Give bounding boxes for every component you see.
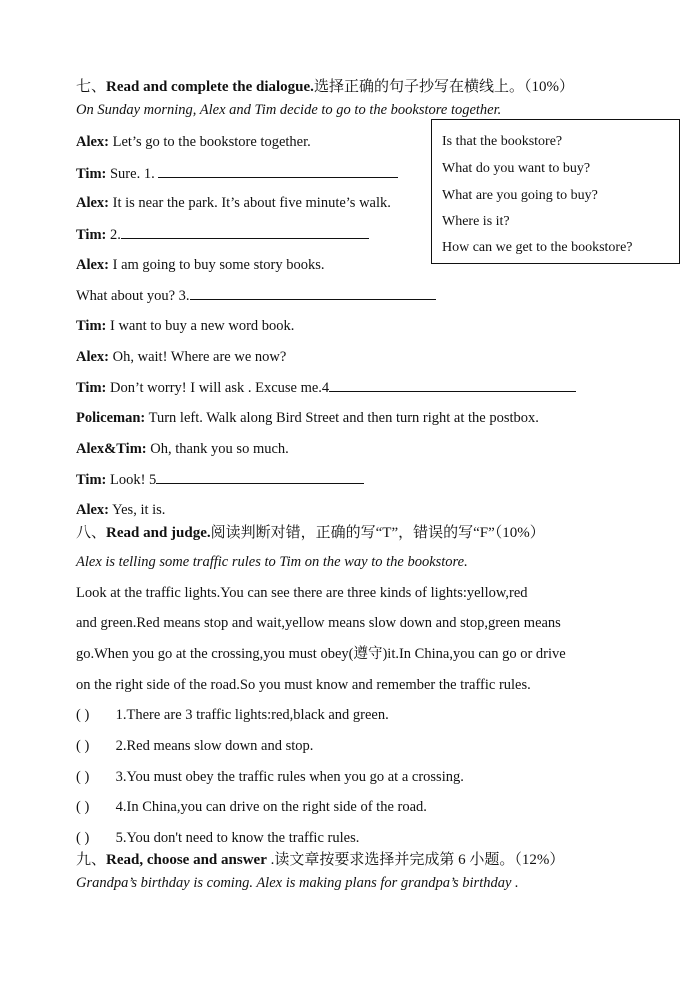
dialogue-line bbox=[76, 469, 364, 490]
answer-blank-2[interactable] bbox=[121, 224, 369, 239]
utterance: Let’s go to the bookstore together. bbox=[109, 134, 311, 150]
judge-statement: 3.You must obey the traffic rules when you go at a crossing. bbox=[112, 769, 464, 785]
section-7-score: （10%） bbox=[523, 79, 574, 95]
speaker: Alex: bbox=[76, 257, 110, 273]
utterance: Sure. 1. bbox=[106, 166, 155, 182]
answer-parentheses[interactable]: ( ) bbox=[76, 799, 90, 815]
utterance: What about you? 3. bbox=[76, 288, 190, 304]
utterance: Oh, wait! Where are we now? bbox=[109, 349, 287, 365]
utterance: It is near the park. It’s about five minute’s walk. bbox=[109, 195, 391, 211]
utterance: Yes, it is. bbox=[109, 502, 166, 518]
answer-parentheses[interactable]: ( ) bbox=[76, 769, 90, 785]
section-9-score: （12%） bbox=[514, 852, 565, 868]
speaker: Alex: bbox=[76, 195, 110, 211]
section-8-title bbox=[76, 523, 545, 543]
judge-statement: 2.Red means slow down and stop. bbox=[112, 738, 314, 754]
section-9-title-en: Read, choose and answer bbox=[106, 852, 267, 868]
speaker: Alex&Tim: bbox=[76, 441, 147, 457]
passage-line: Look at the traffic lights.You can see there are three kinds of lights:yellow,red bbox=[76, 585, 528, 601]
judge-statement: 4.In China,you can drive on the right side of the road. bbox=[112, 799, 427, 815]
judge-item bbox=[76, 705, 389, 725]
dialogue-line bbox=[76, 255, 325, 275]
option-1: Is that the bookstore? bbox=[442, 134, 563, 149]
dialogue-line bbox=[76, 408, 539, 428]
utterance: I am going to buy some story books. bbox=[109, 257, 325, 273]
section-9-title-cn: .读文章按要求选择并完成第 6 小题。 bbox=[266, 852, 515, 868]
judge-item bbox=[76, 797, 427, 817]
speaker: Tim: bbox=[76, 318, 107, 334]
passage-line: go.When you go at the crossing,you must obey(遵守)it.In China,you can go or drive bbox=[76, 646, 566, 662]
answer-blank-4[interactable] bbox=[329, 377, 576, 392]
utterance: Oh, thank you so much. bbox=[146, 441, 289, 457]
section-7-title bbox=[76, 77, 574, 97]
dialogue-line bbox=[76, 347, 286, 367]
section-8-title-en: Read and judge. bbox=[106, 525, 211, 541]
judge-item bbox=[76, 767, 464, 787]
passage-line: and green.Red means stop and wait,yellow means slow down and stop,green means bbox=[76, 615, 561, 631]
answer-blank-1[interactable] bbox=[158, 163, 398, 178]
dialogue-line bbox=[76, 439, 289, 459]
section-7-intro: On Sunday morning, Alex and Tim decide to go to the bookstore together. bbox=[76, 102, 502, 118]
passage-line: on the right side of the road.So you must know and remember the traffic rules. bbox=[76, 677, 531, 693]
judge-statement: 1.There are 3 traffic lights:red,black and green. bbox=[112, 707, 389, 723]
speaker: Tim: bbox=[76, 380, 107, 396]
dialogue-line bbox=[76, 132, 311, 152]
answer-blank-3[interactable] bbox=[190, 285, 436, 300]
option-5: How can we get to the bookstore? bbox=[442, 240, 633, 255]
dialogue-line bbox=[76, 193, 391, 213]
speaker: Tim: bbox=[76, 472, 107, 488]
answer-blank-5[interactable] bbox=[156, 469, 364, 484]
dialogue-line bbox=[76, 163, 398, 184]
section-7-number: 七、 bbox=[76, 79, 107, 95]
judge-item bbox=[76, 736, 313, 756]
speaker: Policeman: bbox=[76, 410, 146, 426]
section-9-number: 九、 bbox=[76, 852, 107, 868]
utterance: Don’t worry! I will ask . Excuse me.4 bbox=[106, 380, 330, 396]
answer-parentheses[interactable]: ( ) bbox=[76, 707, 90, 723]
option-4: Where is it? bbox=[442, 214, 510, 229]
dialogue-line bbox=[76, 377, 576, 398]
section-8-score: （10%） bbox=[494, 525, 545, 541]
utterance: Turn left. Walk along Bird Street and then turn right at the postbox. bbox=[145, 410, 539, 426]
judge-statement: 5.You don't need to know the traffic rules. bbox=[112, 830, 360, 846]
utterance: Look! 5 bbox=[106, 472, 157, 488]
judge-item bbox=[76, 828, 359, 848]
dialogue-line bbox=[76, 500, 165, 520]
speaker: Alex: bbox=[76, 502, 110, 518]
section-9-intro: Grandpa’s birthday is coming. Alex is making plans for grandpa’s birthday . bbox=[76, 875, 519, 891]
option-3: What are you going to buy? bbox=[442, 188, 598, 203]
speaker: Alex: bbox=[76, 134, 110, 150]
speaker: Tim: bbox=[76, 166, 107, 182]
section-7-title-en: Read and complete the dialogue. bbox=[106, 79, 314, 95]
answer-parentheses[interactable]: ( ) bbox=[76, 738, 90, 754]
utterance: 2. bbox=[106, 227, 121, 243]
speaker: Tim: bbox=[76, 227, 107, 243]
utterance: I want to buy a new word book. bbox=[106, 318, 295, 334]
section-7-title-cn: 选择正确的句子抄写在横线上。 bbox=[313, 79, 524, 95]
dialogue-line bbox=[76, 224, 369, 245]
section-8-title-cn: 阅读判断对错，正确的写“T”，错误的写“F” bbox=[210, 525, 495, 541]
speaker: Alex: bbox=[76, 349, 110, 365]
answer-parentheses[interactable]: ( ) bbox=[76, 830, 90, 846]
section-8-number: 八、 bbox=[76, 525, 107, 541]
section-9-title bbox=[76, 850, 564, 870]
option-2: What do you want to buy? bbox=[442, 161, 591, 176]
dialogue-line bbox=[76, 316, 294, 336]
section-8-intro: Alex is telling some traffic rules to Tim on the way to the bookstore. bbox=[76, 554, 468, 570]
options-box bbox=[431, 119, 680, 264]
dialogue-line bbox=[76, 285, 436, 306]
